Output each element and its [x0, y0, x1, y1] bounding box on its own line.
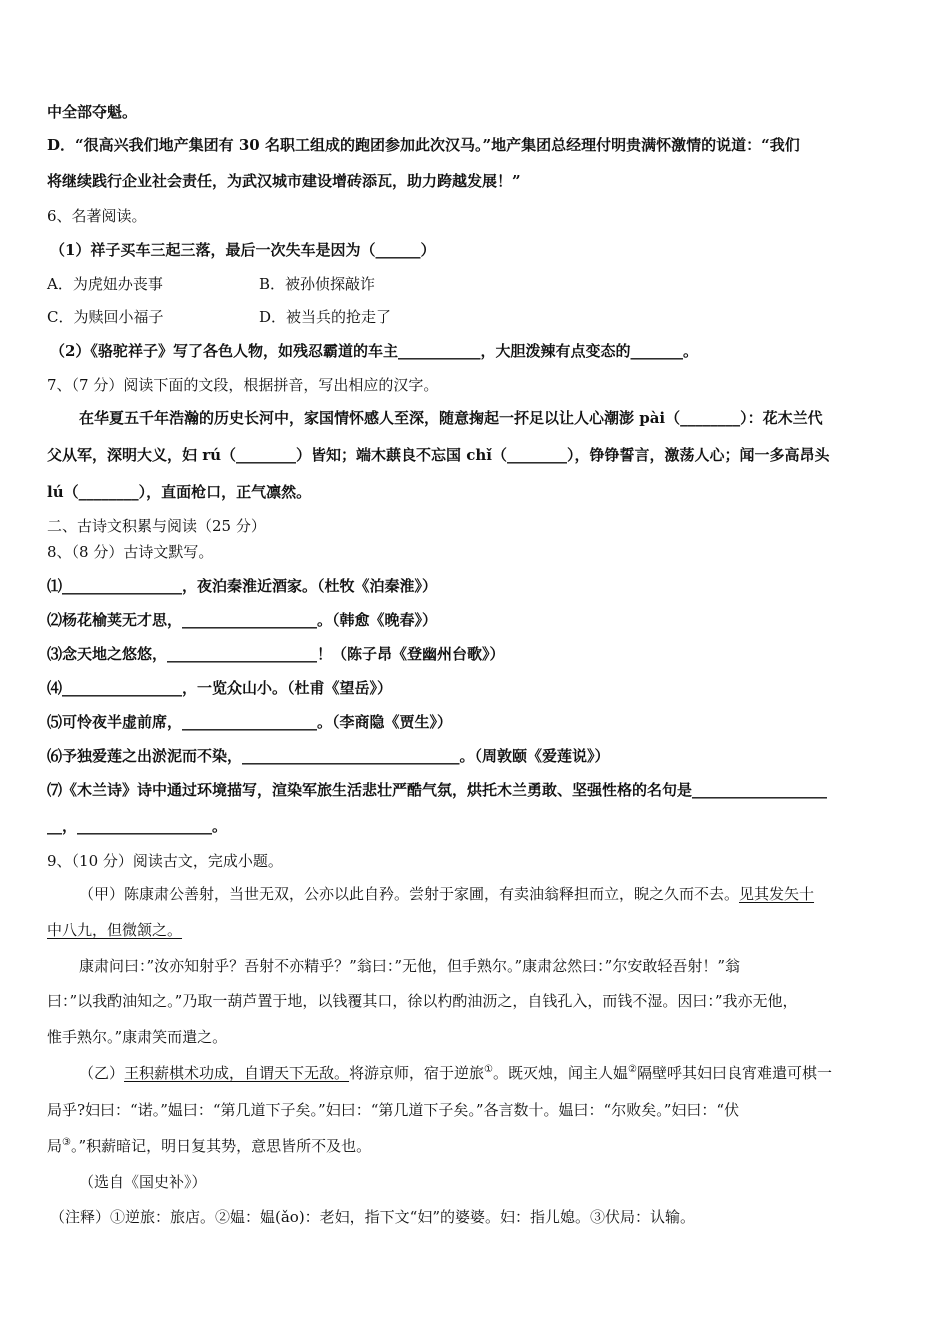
q8-item-7-line1: ⑺《木兰诗》诗中通过环境描写，渲染军旅生活悲壮严酷气氛，烘托木兰勇敢、坚强性格的名句是__________________: [47, 781, 828, 799]
q8-item-4: ⑷________________，一览众山小。（杜甫《望岳》）: [47, 679, 393, 697]
section-2-heading: 二、古诗文积累与阅读（25 分）: [47, 517, 266, 535]
passage-a-underlined-sentence-part2: 中八九，但微颔之。: [47, 921, 183, 939]
q6-option-a: A．为虎妞办丧事: [47, 275, 163, 293]
passage-a-line1: [79, 883, 814, 905]
q8-item-5: ⑸可怜夜半虚前席，__________________。（李商隐《贾生》）: [47, 713, 453, 731]
question-8-heading: 8、（8 分）古诗文默写。: [47, 543, 214, 561]
q8-item-7-line2: __，__________________。: [47, 817, 228, 835]
passage-b-line3-start: 局: [47, 1137, 63, 1155]
question-7-heading: 7、（7 分）阅读下面的文段，根据拼音，写出相应的汉字。: [47, 376, 439, 394]
q6-option-d: D．被当兵的抢走了: [259, 308, 392, 326]
passage-b-label: （乙）: [79, 1064, 125, 1082]
q6-option-b: B．被孙侦探敲诈: [259, 275, 376, 293]
passage-b-line2: 局乎?妇曰：“诺。”媪曰：“第几道下子矣。”妇曰：“第几道下子矣。”各言数十。媪曰：“尔败矣。”妇曰：“伏: [47, 1101, 740, 1119]
footnote-ref-3: ③: [62, 1137, 71, 1148]
q6-options-row1: [47, 273, 376, 295]
passage-b-line3-rest: 。”积薪暗记，明日复其势，意思皆所不及也。: [70, 1137, 372, 1155]
q7-passage-line2: 父从军，深明大义，妇 rú（________）皆知；端木蕻良不忘国 chǐ（________），铮铮誓言，激荡人心；闻一多高昂头: [47, 446, 830, 464]
option-d-line2: 将继续践行企业社会责任，为武汉城市建设增砖添瓦，助力跨越发展！”: [47, 172, 521, 190]
passage-a-line4: 曰：”以我酌油知之。”乃取一葫芦置于地，以钱覆其口，徐以杓酌油沥之，自钱孔入，而钱不湿。因曰：”我亦无他，: [47, 992, 798, 1010]
passage-a-line1-text: （甲）陈康肃公善射，当世无双，公亦以此自矜。尝射于家圃，有卖油翁释担而立，睨之久而不去。: [79, 885, 740, 903]
q6-part1-stem: （1）祥子买车三起三落，最后一次失车是因为（______）: [50, 241, 436, 259]
q8-item-2: ⑵杨花榆荚无才思，__________________。（韩愈《晚春》）: [47, 611, 438, 629]
passage-a-line5: 惟手熟尔。”康肃笑而遣之。: [47, 1028, 228, 1046]
q7-passage-line1: 在华夏五千年浩瀚的历史长河中，家国情怀感人至深，随意掬起一抔足以让人心潮澎 pài（________）：花木兰代: [79, 409, 823, 427]
passage-b-source: （选自《国史补》）: [79, 1173, 207, 1191]
q8-item-6: ⑹予独爱莲之出淤泥而不染，_____________________________。（周敦颐《爱莲说》）: [47, 747, 610, 765]
passage-b-line1: [79, 1062, 832, 1084]
q6-option-c: C．为赎回小福子: [47, 308, 164, 326]
passage-a-underlined-sentence-part1: 见其发矢十: [739, 885, 815, 903]
q8-item-1: ⑴________________，夜泊秦淮近酒家。（杜牧《泊秦淮》）: [47, 577, 438, 595]
footnote-ref-2: ②: [628, 1064, 637, 1075]
footnote-ref-1: ①: [484, 1064, 494, 1075]
passage-a-line3: 康肃问曰：”汝亦知射乎？吾射不亦精乎？”翁曰：”无他，但手熟尔。”康肃忿然曰：”尔安敢轻吾射！”翁: [79, 957, 741, 975]
question-6-heading: 6、名著阅读。: [47, 207, 147, 225]
option-d-line1: D．“很高兴我们地产集团有 30 名职工组成的跑团参加此次汉马。”地产集团总经理付明贵满怀激情的说道：“我们: [47, 136, 800, 154]
q6-part2: （2）《骆驼祥子》写了各色人物，如残忍霸道的车主___________，大胆泼辣有点变态的_______。: [50, 342, 698, 360]
passage-b-line3: [47, 1135, 371, 1157]
question-9-heading: 9、（10 分）阅读古文，完成小题。: [47, 852, 283, 870]
passage-b-text-b: 。既灭烛，闻主人媪: [493, 1064, 629, 1082]
option-c-continuation: 中全部夺魁。: [47, 103, 138, 121]
passage-b-underlined-sentence: 王积薪棋术功成，自谓天下无敌。: [124, 1064, 350, 1082]
q8-item-3: ⑶念天地之悠悠，____________________！（陈子昂《登幽州台歌》）: [47, 645, 505, 663]
q7-passage-line3: lú（________），直面枪口，正气凛然。: [47, 483, 312, 501]
q6-options-row2: [47, 306, 392, 328]
passage-b-text-c: 隔壁呼其妇曰良宵难遣可棋一: [637, 1064, 833, 1082]
passage-b-text-a: 将游京师，宿于逆旅: [349, 1064, 485, 1082]
annotations: （注释）①逆旅：旅店。②媪：媪(ǎo)：老妇，指下文“妇”的婆婆。妇：指儿媳。③伏局：认输。: [50, 1208, 696, 1226]
